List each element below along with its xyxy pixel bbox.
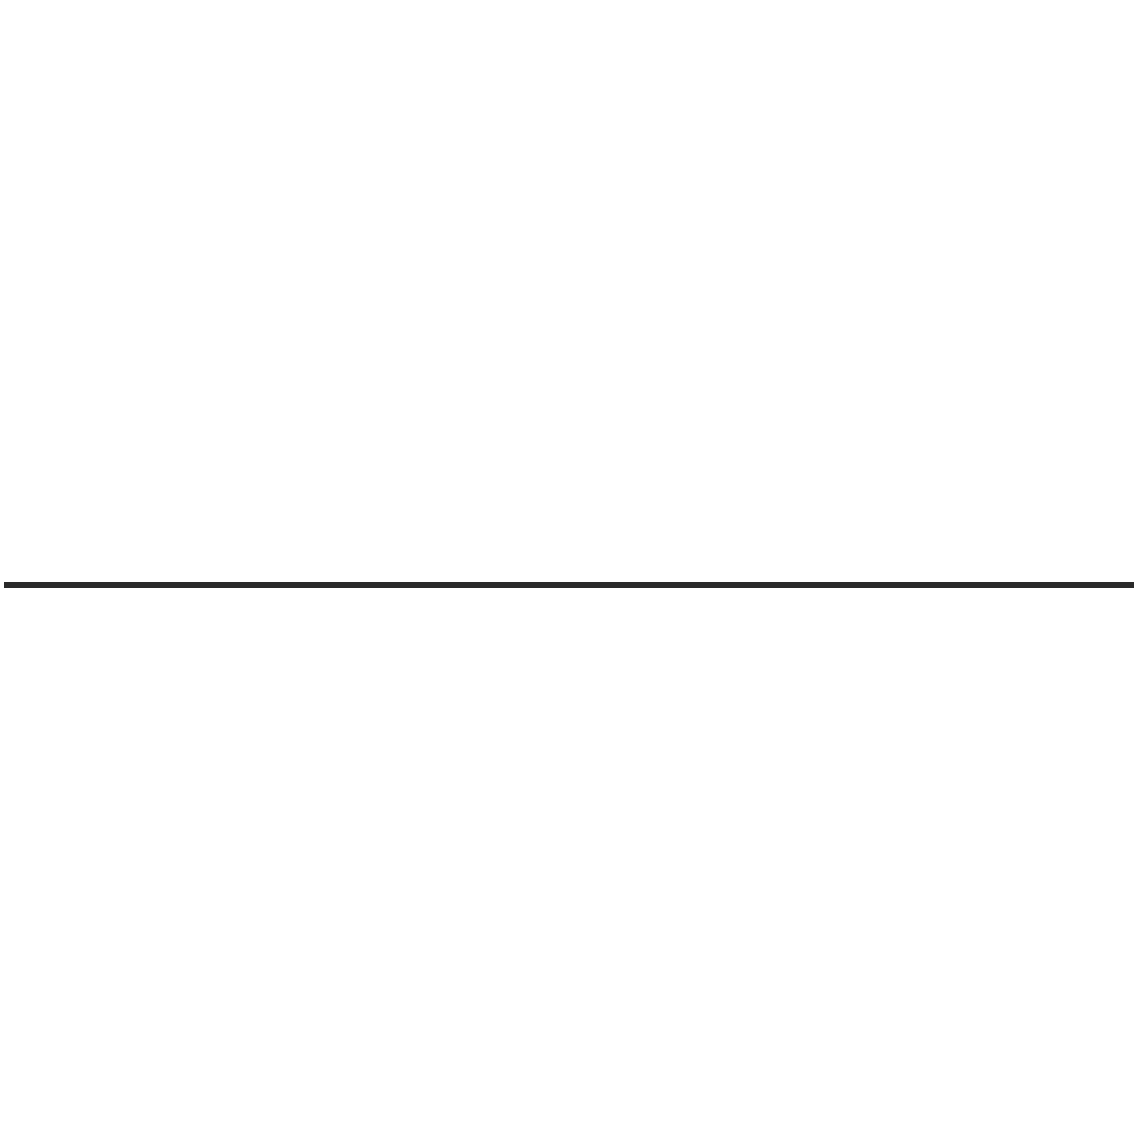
- section-divider: [4, 582, 1134, 588]
